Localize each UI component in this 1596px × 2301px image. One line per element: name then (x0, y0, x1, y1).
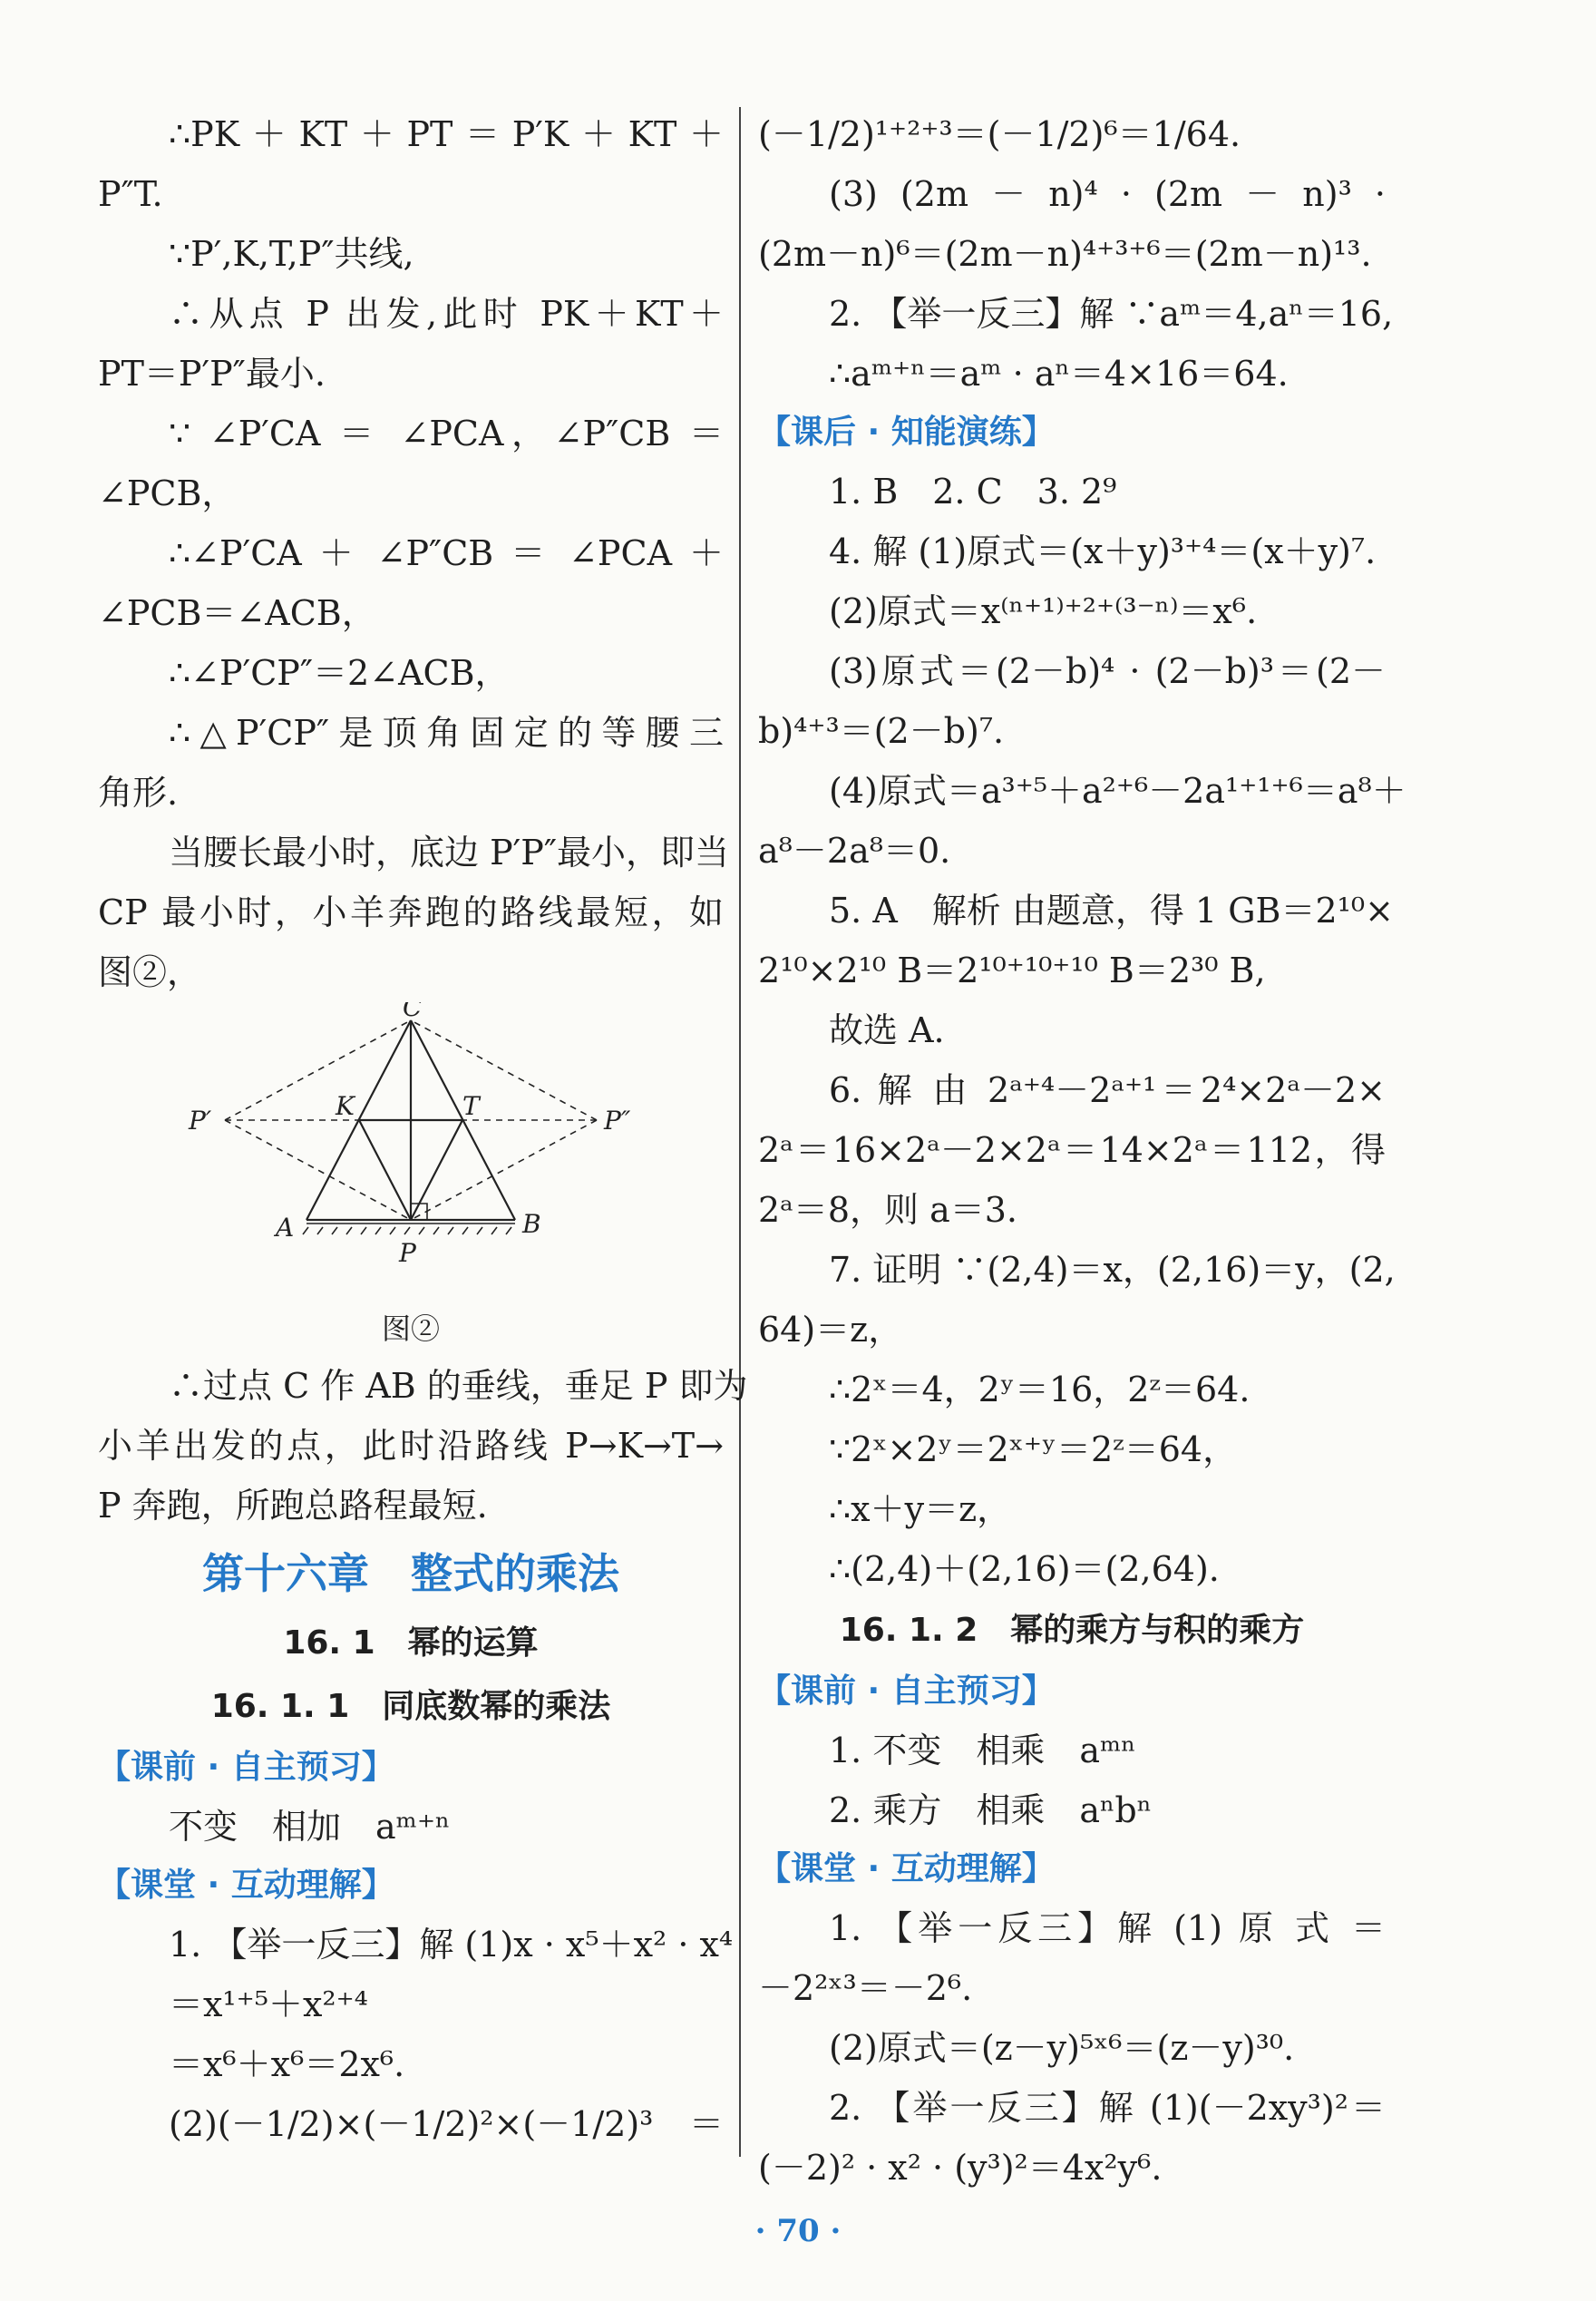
text-line: ∵P′,K,T,P″共线, (169, 234, 414, 274)
text-line: (3)原式＝(2－b)⁴ · (2－b)³＝(2－ (829, 651, 1386, 691)
text-line: 1. 【举一反三】解 (1)x · x⁵＋x² · x⁴ (169, 1925, 734, 1965)
text-line: 小羊出发的点，此时沿路线 P→K→T→ (98, 1426, 724, 1466)
text-line: (2m－n)⁶＝(2m－n)⁴⁺³⁺⁶＝(2m－n)¹³. (758, 234, 1372, 274)
label-k: K (336, 1091, 355, 1121)
text-line: ∵2ˣ×2ʸ＝2ˣ⁺ʸ＝2ᶻ＝64， (829, 1429, 1238, 1469)
column-divider (739, 107, 741, 2157)
right-column (758, 104, 1406, 2198)
text-line: 4. 解 (1)原式＝(x＋y)³⁺⁴＝(x＋y)⁷. (829, 531, 1377, 571)
section-heading: 【课堂 · 互动理解】 (758, 1850, 1055, 1887)
text-line: 1. 【举一反三】解 (1) 原 式 ＝ (829, 1908, 1386, 1948)
text-line: 2. 【举一反三】解 (1)(－2xy³)²＝ (829, 2088, 1386, 2128)
text-line: P″T. (98, 174, 163, 214)
text-line: 不变 相加 aᵐ⁺ⁿ (169, 1807, 451, 1847)
text-line: －2²ˣ³＝－2⁶. (758, 1968, 973, 2008)
text-line: 7. 证明 ∵(2,4)＝x，(2,16)＝y，(2, (829, 1250, 1396, 1290)
text-line: (－1/2)¹⁺²⁺³＝(－1/2)⁶＝1/64. (758, 114, 1241, 154)
text-line: 2. 【举一反三】解 ∵aᵐ＝4,aⁿ＝16, (829, 294, 1394, 334)
text-line: (2)原式＝(z－y)⁵ˣ⁶＝(z－y)³⁰. (829, 2028, 1295, 2068)
subsection-title: 16. 1 幂的运算 (283, 1624, 539, 1662)
text-line: (4)原式＝a³⁺⁵＋a²⁺⁶－2a¹⁺¹⁺⁶＝a⁸＋ (829, 771, 1406, 811)
text-line: ∠PCB＝∠ACB， (98, 593, 376, 633)
text-line: ∴从点 P 出发,此时 PK＋KT＋ (169, 294, 724, 334)
section-heading: 【课后 · 知能演练】 (758, 414, 1055, 451)
label-p-prime: P′ (189, 1106, 212, 1136)
text-line: 2¹⁰×2¹⁰ B＝2¹⁰⁺¹⁰⁺¹⁰ B＝2³⁰ B, (758, 951, 1266, 990)
text-line: (－2)² · x² · (y³)²＝4x²y⁶. (758, 2148, 1163, 2188)
text-line: 6. 解 由 2ᵃ⁺⁴－2ᵃ⁺¹＝2⁴×2ᵃ－2× (829, 1070, 1386, 1110)
text-line: 图②， (98, 952, 202, 992)
text-line: 5. A 解析 由题意，得 1 GB＝2¹⁰× (829, 891, 1394, 931)
text-line: 1. 不变 相乘 aᵐⁿ (829, 1731, 1136, 1770)
text-line: ∴x＋y＝z， (829, 1489, 1012, 1529)
text-line: 2. 乘方 相乘 aⁿbⁿ (829, 1790, 1153, 1830)
text-line: a⁸－2a⁸＝0. (758, 831, 951, 871)
text-line: PT＝P′P″最小. (98, 354, 326, 394)
text-line: ∴∠P′CA ＋ ∠P″CB ＝ ∠PCA ＋ (169, 533, 724, 573)
page-number: · 70 · (754, 2213, 842, 2249)
text-line: 1. B 2. C 3. 2⁹ (829, 472, 1117, 512)
text-line: ∴PK＋KT＋PT＝P′K＋KT＋ (169, 114, 724, 154)
text-line: ∴过点 C 作 AB 的垂线，垂足 P 即为 (169, 1366, 748, 1406)
geometry-diagram (98, 1002, 724, 1302)
left-column (98, 104, 748, 2154)
text-line: b)⁴⁺³＝(2－b)⁷. (758, 711, 1005, 751)
text-line: (2)原式＝x⁽ⁿ⁺¹⁾⁺²⁺⁽³⁻ⁿ⁾＝x⁶. (829, 591, 1258, 631)
text-line: ＝x⁶＋x⁶＝2x⁶. (169, 2044, 405, 2084)
figure-caption: 图② (381, 1311, 440, 1346)
text-line: 角形. (98, 773, 179, 813)
text-line: ∵ ∠P′CA ＝ ∠PCA，∠P″CB ＝ (169, 414, 724, 453)
text-line: 2ᵃ＝16×2ᵃ－2×2ᵃ＝14×2ᵃ＝112，得 (758, 1130, 1386, 1170)
label-p: P (399, 1238, 416, 1268)
text-line: P 奔跑，所跑总路程最短. (98, 1486, 488, 1526)
label-a: A (276, 1213, 295, 1243)
section-heading: 【课堂 · 互动理解】 (98, 1867, 394, 1904)
label-t: T (462, 1091, 480, 1121)
text-line: 2ᵃ＝8，则 a＝3. (758, 1190, 1018, 1230)
section-heading: 【课前 · 自主预习】 (98, 1749, 394, 1786)
text-line: 64)＝z， (758, 1310, 903, 1350)
label-p-double-prime: P″ (604, 1106, 631, 1136)
text-line: 故选 A. (829, 1010, 945, 1050)
text-line: (2)(－1/2)×(－1/2)²×(－1/2)³ ＝ (169, 2104, 724, 2144)
section-heading: 【课前 · 自主预习】 (758, 1672, 1055, 1710)
text-line: ∴△P′CP″是顶角固定的等腰三 (169, 713, 724, 753)
text-line: 当腰长最小时，底边 P′P″最小，即当 (169, 833, 730, 873)
text-line: ∴∠P′CP″＝2∠ACB， (169, 653, 510, 693)
label-b: B (522, 1209, 541, 1239)
text-line: CP 最小时，小羊奔跑的路线最短，如 (98, 892, 724, 932)
text-line: ∴(2,4)＋(2,16)＝(2,64). (829, 1549, 1220, 1589)
text-line: ∠PCB， (98, 473, 237, 513)
text-line: ∴2ˣ＝4，2ʸ＝16，2ᶻ＝64. (829, 1370, 1251, 1409)
text-line: (3) (2m － n)⁴ · (2m － n)³ · (829, 174, 1386, 214)
subsection-title: 16. 1. 1 同底数幂的乘法 (210, 1688, 611, 1725)
subsection-title: 16. 1. 2 幂的乘方与积的乘方 (839, 1612, 1305, 1649)
chapter-title: 第十六章 整式的乘法 (202, 1549, 619, 1598)
text-line: ＝x¹⁺⁵＋x²⁺⁴ (169, 1984, 368, 2024)
figure-2 (98, 1002, 724, 1302)
label-c: C (403, 1002, 423, 1022)
text-line: ∴aᵐ⁺ⁿ＝aᵐ · aⁿ＝4×16＝64. (829, 354, 1289, 394)
